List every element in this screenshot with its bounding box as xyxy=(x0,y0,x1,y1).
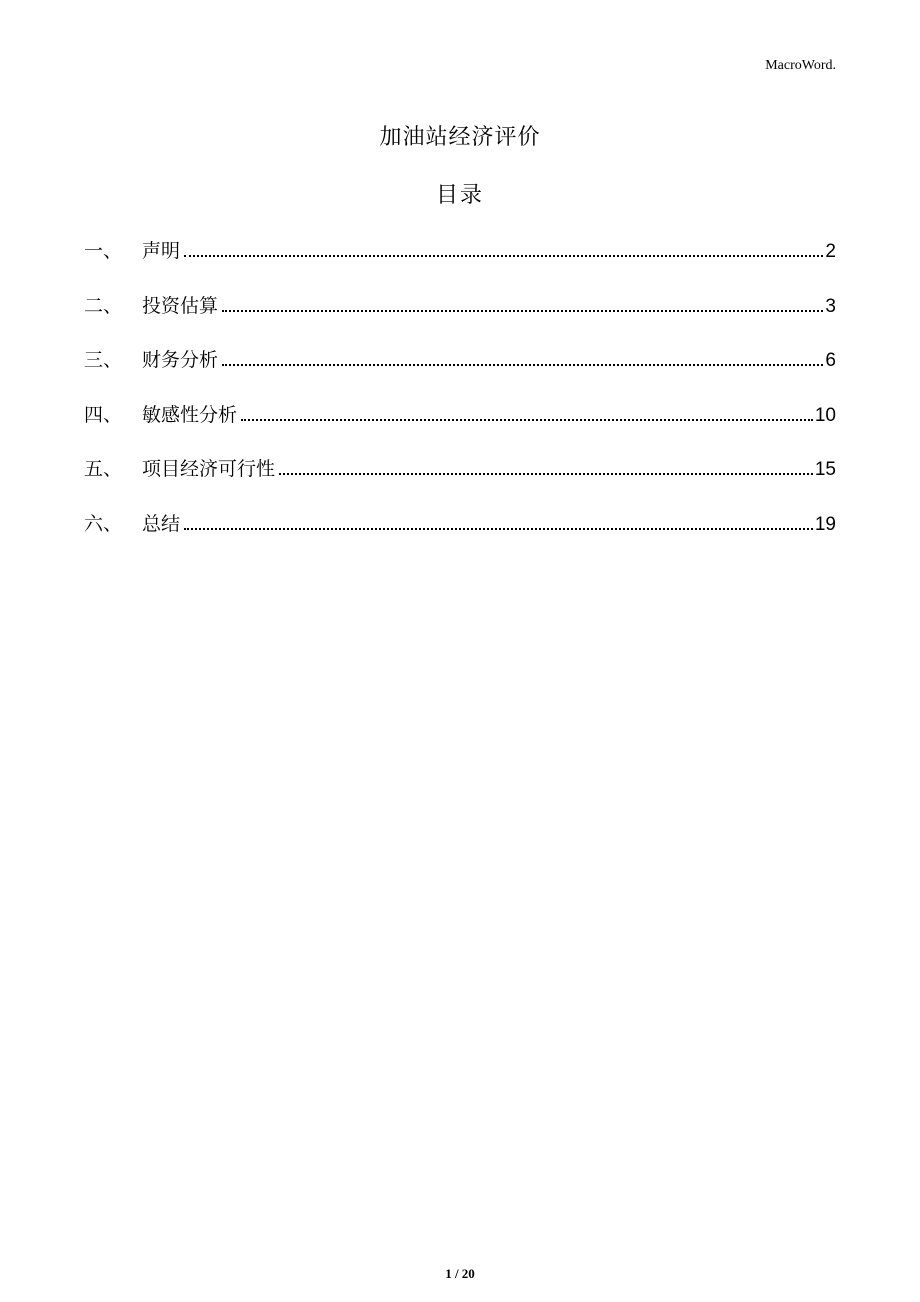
toc-dot-leader xyxy=(241,419,813,421)
toc-entry-label: 敏感性分析 xyxy=(142,403,238,426)
toc-entry-page: 6 xyxy=(825,350,836,371)
toc-entry-number: 二、 xyxy=(84,294,123,317)
toc-entry-sensitivity-analysis[interactable] xyxy=(84,400,836,455)
toc-entry-label: 声明 xyxy=(142,240,181,262)
toc-entry-economic-feasibility[interactable] xyxy=(84,454,836,509)
toc-entry-label: 总结 xyxy=(142,512,181,535)
toc-dot-leader xyxy=(222,310,823,312)
toc-entry-number: 一、 xyxy=(84,240,123,262)
toc-entry-number: 三、 xyxy=(84,349,123,371)
toc-entry-summary[interactable] xyxy=(84,509,836,564)
toc-heading: 目录 xyxy=(435,183,484,208)
toc-entry-label: 项目经济可行性 xyxy=(142,458,276,480)
toc-entry-label: 投资估算 xyxy=(142,294,219,317)
toc-entry-number: 五、 xyxy=(84,458,123,480)
document-title: 加油站经济评价 xyxy=(379,125,541,150)
toc-entry-page: 2 xyxy=(825,241,836,262)
toc-dot-leader xyxy=(279,473,813,475)
toc-entry-page: 3 xyxy=(825,295,836,317)
toc-entry-page: 19 xyxy=(814,513,836,535)
toc-dot-leader xyxy=(184,528,813,530)
toc-entry-page: 15 xyxy=(814,459,836,480)
toc-entry-investment-estimate[interactable] xyxy=(84,291,836,346)
toc-dot-leader xyxy=(222,364,823,366)
toc-entry-statement[interactable] xyxy=(84,236,836,291)
toc-entry-number: 六、 xyxy=(84,512,123,535)
toc-entry-financial-analysis[interactable] xyxy=(84,345,836,400)
toc-dot-leader xyxy=(184,255,823,257)
toc-entry-number: 四、 xyxy=(84,403,123,426)
toc-entry-label: 财务分析 xyxy=(142,349,219,371)
toc-entry-page: 10 xyxy=(814,404,836,426)
page-number-indicator: 1 / 20 xyxy=(445,1266,475,1281)
table-of-contents xyxy=(84,236,836,563)
header-brand: MacroWord. xyxy=(765,58,836,73)
